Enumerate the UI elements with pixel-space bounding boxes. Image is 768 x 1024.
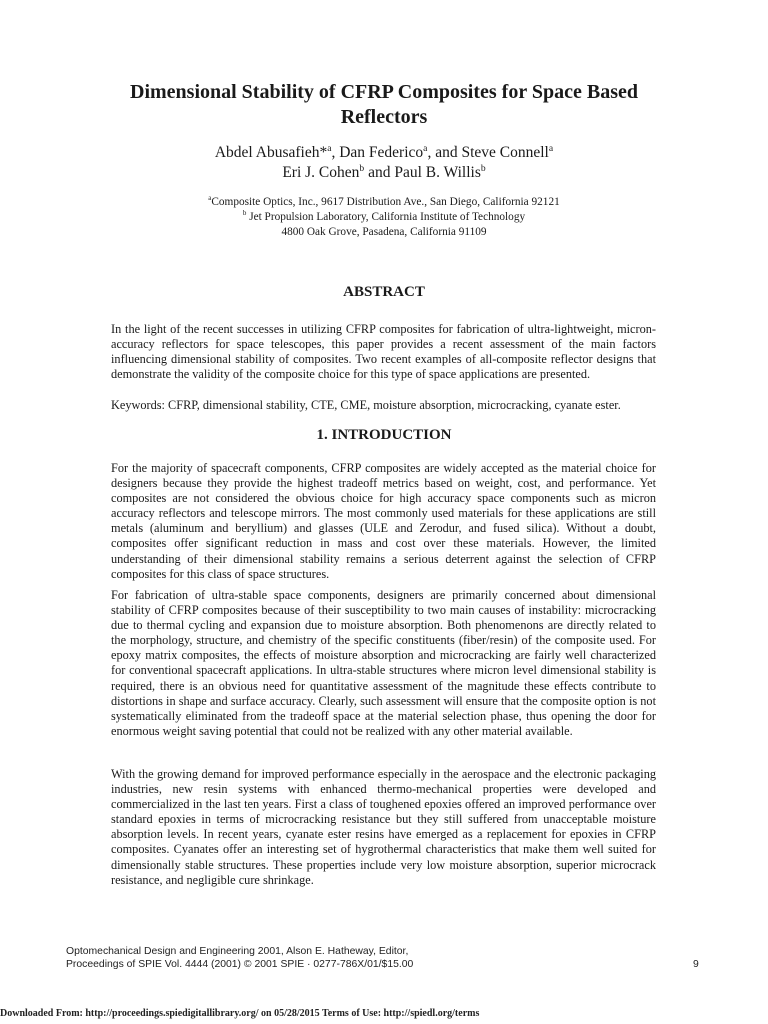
abstract-heading: ABSTRACT — [343, 284, 425, 300]
keywords: Keywords: CFRP, dimensional stability, CTE, CME, moisture absorption, microcracking, cyanate ester. — [111, 398, 621, 412]
affiliation-mark: a — [423, 142, 428, 154]
author-line-1 — [90, 143, 678, 163]
affiliation-mark: b — [480, 162, 486, 174]
proceedings-footer — [66, 946, 413, 971]
affiliations — [90, 195, 678, 240]
affiliation-mark: a — [548, 142, 554, 154]
intro-paragraph-3: With the growing demand for improved performance especially in the aerospace and the electronic packaging industries, new resin systems with enhanced thermo-mechanical properties were developed and commercialized in the last ten years. First a class of toughened epoxies offered an improved performance over standard epoxies in terms of microcracking resistance but they still suffered from unacceptable moisture absorption levels. In recent years, cyanate ester resins have emerged as a replacement for epoxies in CFRP composites. Cyanates offer an interesting set of hygrothermal characteristics that make them well suited for dimensionally stable structures. These properties include very low moisture absorption, superior microcrack resistance, and negligible cure shrinkage. — [111, 767, 656, 887]
affiliation-b: $^b$ Jet Propulsion Laboratory, California Institute of Technology — [242, 209, 526, 223]
footer-line-1: Optomechanical Design and Engineering 2001, Alson E. Hatheway, Editor, — [66, 946, 409, 957]
affiliation-mark: b — [359, 162, 365, 174]
abstract-text: In the light of the recent successes in utilizing CFRP composites for fabrication of ultra-lightweight, micron-accuracy reflectors for space telescopes, this paper provides a recent assessment of the main factors influencing dimensional stability of composites. Two recent examples of all-composite reflector designs that demonstrate the validity of the composite choice for this type of space applications are presented. — [111, 322, 656, 382]
intro-paragraph-1: For the majority of spacecraft components, CFRP composites are widely accepted as the material choice for designers because they provide the highest tradeoff metrics based on weight, cost, and performance. Yet composites are not considered the obvious choice for high accuracy space components such as micron accuracy reflectors and telescope mirrors. The most commonly used materials for these applications are still metals (aluminum and beryllium) and glasses (ULE and Zerodur, and fused silica). Without a doubt, composites offer significant reduction in mass and cost over these materials. However, the limited understanding of their dimensional stability remains a serious deterrent against the selection of CFRP composites for this class of space structures. — [111, 461, 656, 581]
author-name: Abdel Abusafieh* — [214, 144, 328, 161]
affiliation-mark: b — [242, 209, 247, 218]
author-separator: and — [364, 164, 395, 181]
intro-paragraph-2: For fabrication of ultra-stable space components, designers are primarily concerned about dimensional stability of CFRP composites because of their susceptibility to two main causes of instability: microcracking due to thermal cycling and expansion due to moisture absorption. Both phenomenons are directly related to the morphology, structure, and chemistry of the specific constituents (fiber/resin) of the composite used. For epoxy matrix composites, the effects of moisture absorption and microcracking are fairly well characterized for conventional spacecraft applications. In ultra-stable structures where micron level dimensional stability is required, there is an obvious need for quantitative assessment of the magnitude these effects contribute to distortions in shape and surface accuracy. Clearly, such assessment will ensure that the composite option is not systematically eliminated from the tradeoff space at the material selection phase, thus opening the door for enormous weight saving potential that could not be realized with any other material available. — [111, 588, 656, 738]
download-notice: Downloaded From: http://proceedings.spiedigitallibrary.org/ on 05/28/2015 Terms of Use: http://spiedl.org/terms — [0, 1008, 480, 1019]
introduction-heading: 1. INTRODUCTION — [316, 427, 452, 443]
author-line-2 — [90, 163, 678, 183]
affiliation-mark: a — [208, 194, 212, 203]
footer-line-2: Proceedings of SPIE Vol. 4444 (2001) © 2001 SPIE · 0277-786X/01/$15.00 — [66, 958, 414, 970]
affiliation-b-address: 4800 Oak Grove, Pasadena, California 91109 — [281, 226, 487, 238]
page-number: 9 — [693, 959, 699, 970]
author-name: Eri J. Cohen — [282, 164, 360, 181]
author-list — [90, 143, 678, 183]
author-name: Dan Federico — [339, 144, 424, 161]
affiliation-a: $^a$Composite Optics, Inc., 9617 Distribution Ave., San Diego, California 92121 — [208, 194, 560, 208]
affiliation-mark: a — [327, 142, 332, 154]
author-name: Paul B. Willis — [394, 164, 481, 181]
author-name: Steve Connell — [461, 144, 549, 161]
paper-title: Dimensional Stability of CFRP Composites for Space Based Reflectors — [130, 81, 638, 128]
author-separator: , and — [427, 144, 462, 161]
author-separator: , — [331, 144, 340, 161]
